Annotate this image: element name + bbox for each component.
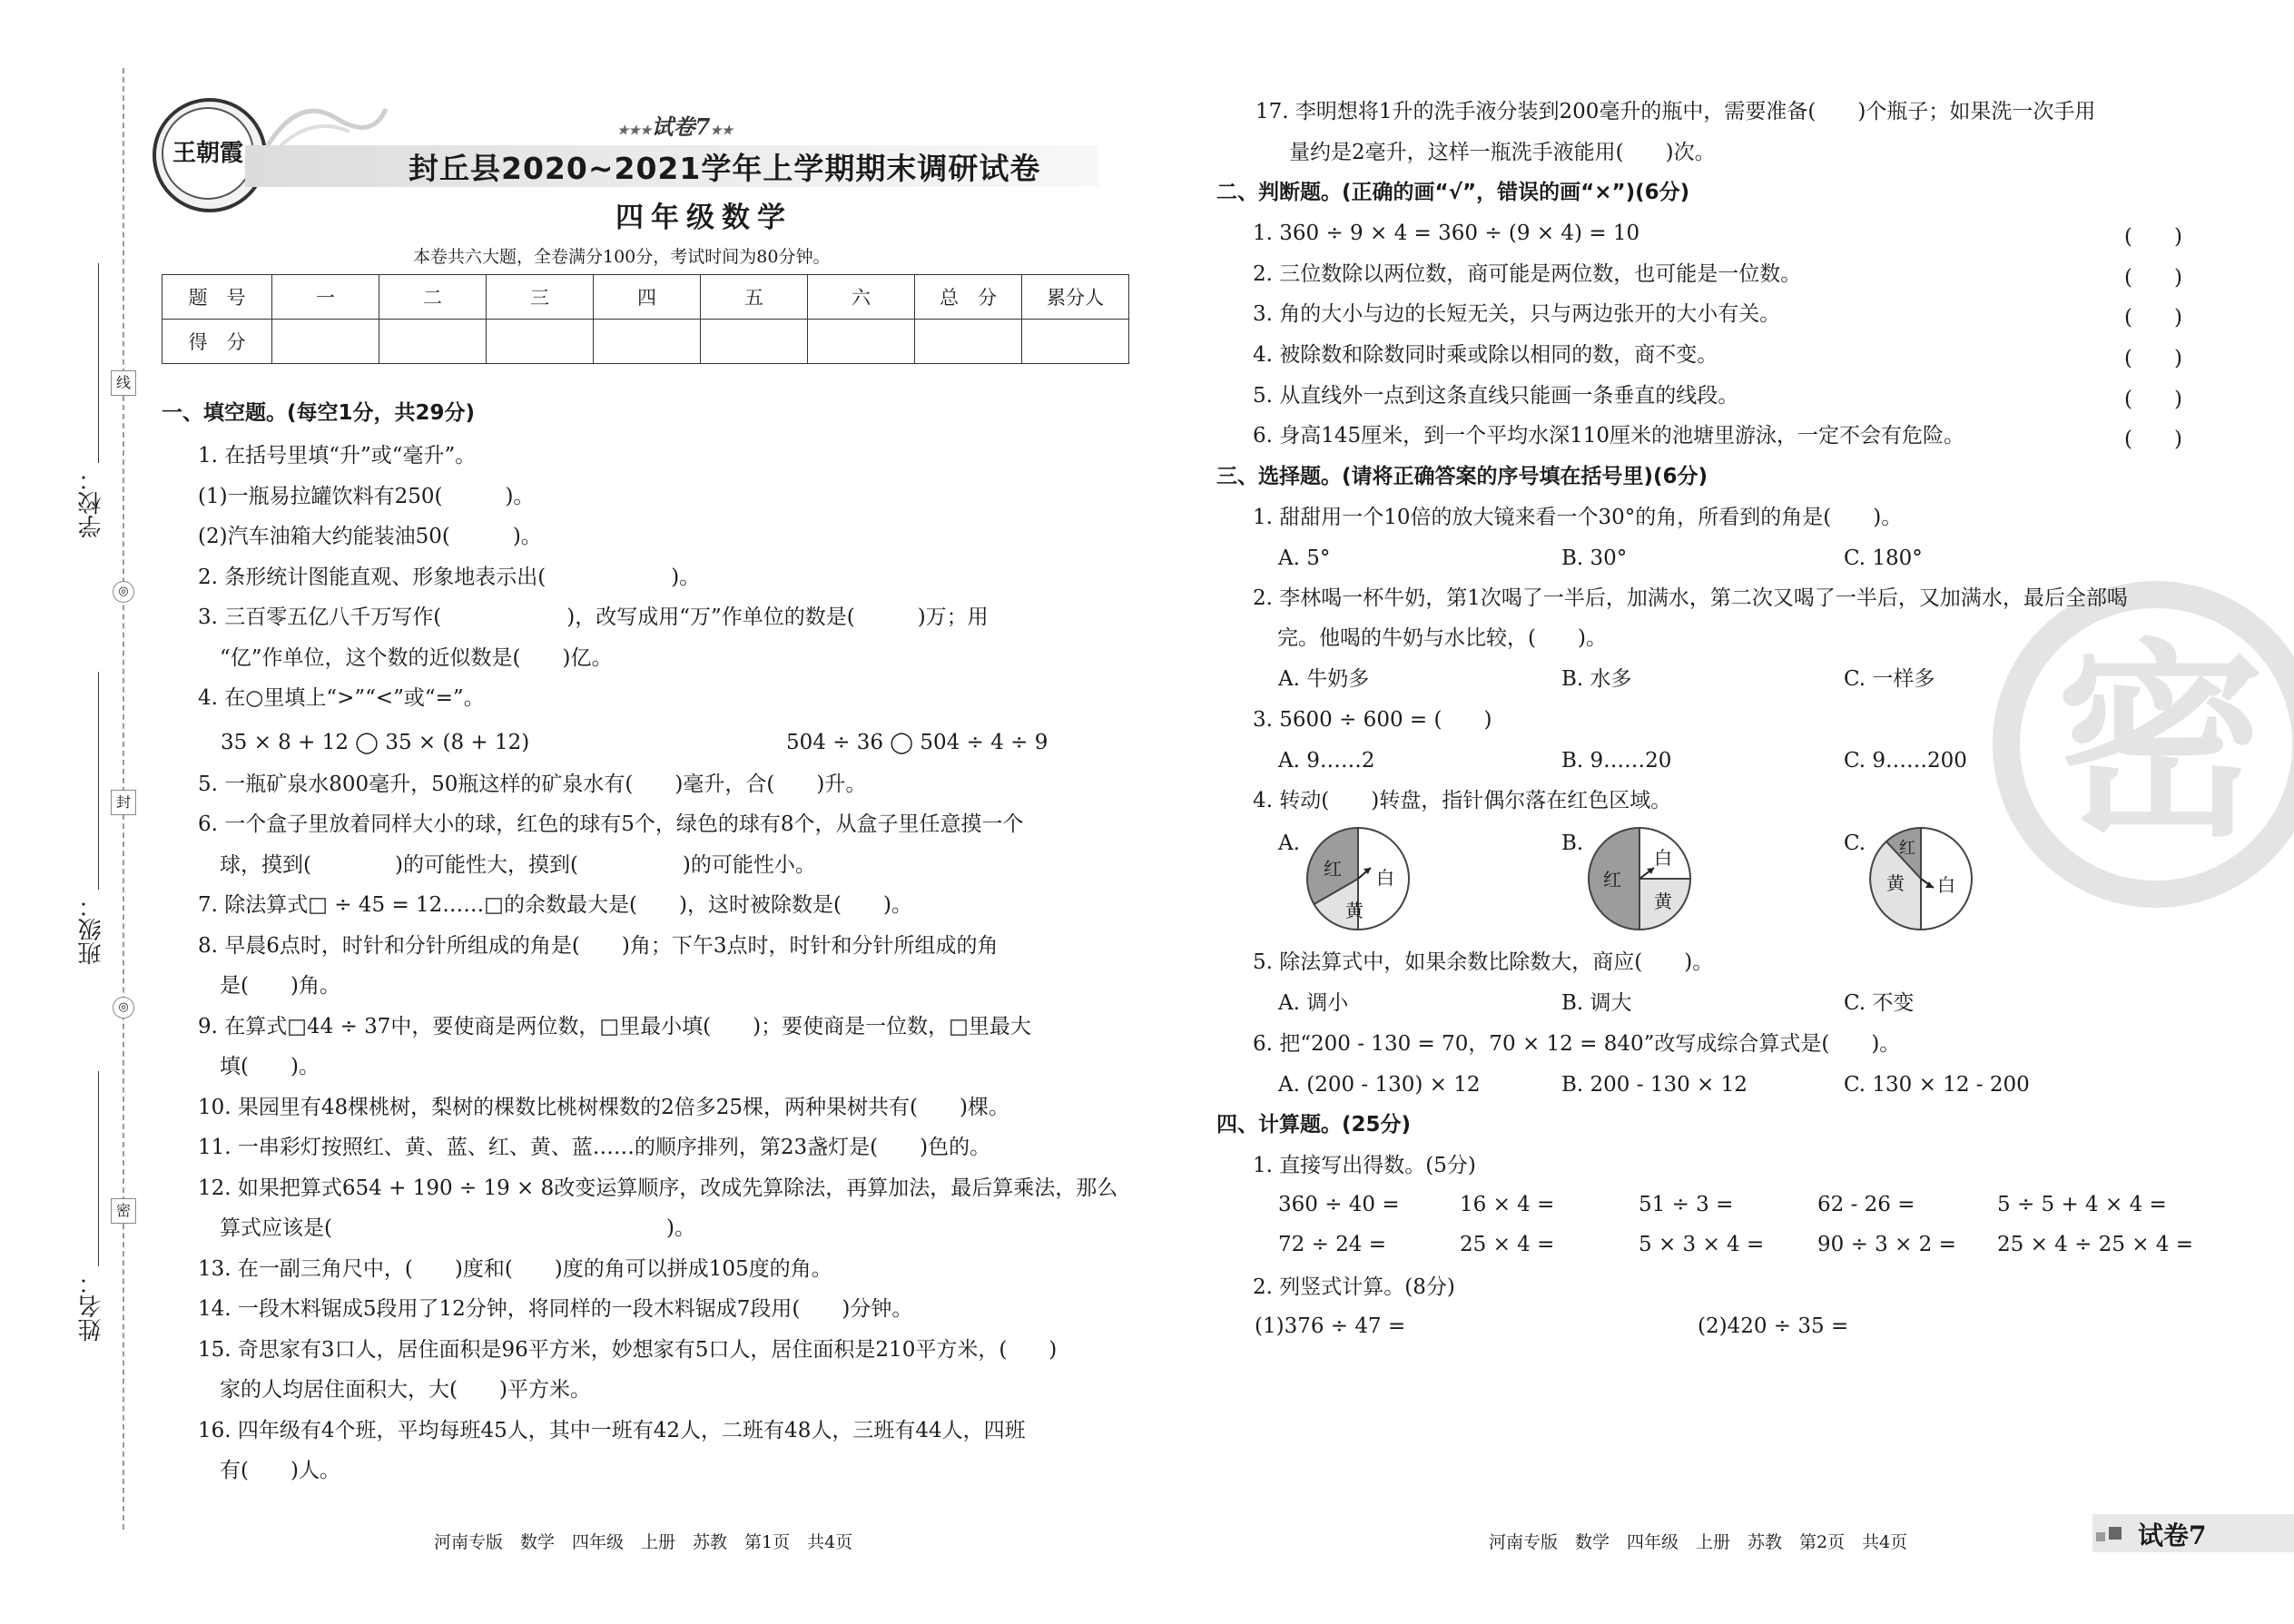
footer-exam-tag: 试卷7: [2138, 1521, 2207, 1550]
choice-option[interactable]: B. 200 - 130 × 12: [1561, 1073, 1748, 1097]
judge-question: 5. 从直线外一点到这条直线只能画一条垂直的线段。: [1253, 384, 1739, 408]
score-input-cell[interactable]: [915, 320, 1022, 364]
question-line: 7. 除法算式□ ÷ 45 = 12……□的余数最大是( )，这时被除数是( )。: [198, 893, 912, 917]
score-cell: 题 号: [162, 275, 272, 320]
spinner-label-red: 红: [1899, 839, 1915, 858]
spinner-label-red: 红: [1603, 869, 1621, 891]
question-line: 6. 一个盒子里放着同样大小的球，红色的球有5个，绿色的球有8个，从盒子里任意摸一个: [198, 812, 1024, 836]
calc-item: 5 ÷ 5 + 4 × 4 =: [1997, 1193, 2167, 1216]
choice-option[interactable]: A. (200 - 130) × 12: [1278, 1073, 1481, 1097]
choice-option[interactable]: C. 9……200: [1844, 749, 1967, 773]
question-line: 13. 在一副三角尺中，( )度和( )度的角可以拼成105度的角。: [198, 1257, 832, 1281]
judge-answer-paren[interactable]: ( ): [2124, 428, 2182, 451]
exam-instructions: 本卷共六大题，全卷满分100分，考试时间为80分钟。: [413, 247, 831, 267]
section-4-heading: 四、计算题。(25分): [1216, 1113, 1412, 1137]
score-table: [162, 274, 1129, 364]
section-1-heading: 一、填空题。(每空1分，共29分): [162, 401, 476, 425]
spinner-label-yellow: 黄: [1654, 891, 1672, 912]
score-cell: 三: [487, 275, 594, 320]
footer-left: 河南专版 数学 四年级 上册 苏教 第1页 共4页: [434, 1532, 853, 1552]
score-cell: 二: [379, 275, 487, 320]
question-line: 球，摸到( )的可能性大，摸到( )的可能性小。: [220, 853, 816, 877]
score-cell: 总 分: [915, 275, 1022, 320]
spinner-label-white: 白: [1654, 847, 1672, 869]
spinner-label-white: 白: [1376, 867, 1394, 889]
binding-hole: ◎: [113, 997, 134, 1019]
vertical-calc-item: (2)420 ÷ 35 =: [1698, 1314, 1849, 1338]
question-line: 14. 一段木料锯成5段用了12分钟，将同样的一段木料锯成7段用( )分钟。: [198, 1297, 913, 1321]
choice-option[interactable]: B.: [1561, 832, 1584, 855]
judge-answer-paren[interactable]: ( ): [2124, 388, 2182, 411]
class-label: 班级：: [78, 894, 105, 965]
calc-subheading: 1. 直接写出得数。(5分): [1253, 1154, 1476, 1177]
choice-option[interactable]: A. 9……2: [1278, 749, 1375, 773]
judge-question: 3. 角的大小与边的长短无关，只与两边张开的大小有关。: [1253, 302, 1781, 326]
choice-question: 完。他喝的牛奶与水比较，( )。: [1277, 626, 1607, 650]
choice-option[interactable]: C.: [1844, 832, 1866, 855]
choice-option[interactable]: B. 30°: [1561, 546, 1628, 570]
spinner-b: [1587, 826, 1692, 931]
question-line: 4. 在○里填上“>”“<”或“=”。: [198, 686, 485, 710]
watermark-glyph: 密: [2056, 623, 2266, 865]
calc-item: 62 - 26 =: [1817, 1193, 1915, 1216]
name-underline: [98, 1071, 99, 1266]
calc-item: 51 ÷ 3 =: [1639, 1193, 1734, 1216]
tag-square: [2096, 1532, 2105, 1541]
question-line: (1)一瓶易拉罐饮料有250( )。: [198, 485, 535, 508]
calc-item: 360 ÷ 40 =: [1278, 1193, 1400, 1216]
choice-question: 5. 除法算式中，如果余数比除数大，商应( )。: [1253, 950, 1714, 974]
question-line: 家的人均居住面积大，大( )平方米。: [220, 1378, 591, 1402]
binding-mark-seal: 封: [111, 790, 136, 815]
choice-option[interactable]: C. 180°: [1844, 546, 1923, 570]
choice-option[interactable]: A.: [1278, 832, 1300, 855]
binding-mark-secret: 密: [111, 1198, 136, 1224]
spinner-label-yellow: 黄: [1886, 872, 1905, 894]
calc-item: 16 × 4 =: [1460, 1193, 1555, 1216]
choice-option[interactable]: B. 调大: [1561, 991, 1632, 1015]
score-input-cell[interactable]: [701, 320, 808, 364]
judge-answer-paren[interactable]: ( ): [2124, 225, 2182, 249]
question-line: 算式应该是( )。: [220, 1216, 695, 1240]
question-line: 1. 在括号里填“升”或“毫升”。: [198, 444, 477, 468]
score-input-cell[interactable]: [272, 320, 379, 364]
question-line: 12. 如果把算式654 + 190 ÷ 19 × 8改变运算顺序，改成先算除法，再算加法，最后算乘法，那么: [198, 1176, 1118, 1200]
name-label: 姓名：: [78, 1271, 105, 1342]
score-input-cell[interactable]: [379, 320, 487, 364]
calc-item: 90 ÷ 3 × 2 =: [1817, 1233, 1956, 1256]
compare-expression: 35 × 8 + 12 ◯ 35 × (8 + 12): [221, 731, 530, 754]
choice-question: 2. 李林喝一杯牛奶，第1次喝了一半后，加满水，第二次又喝了一半后，又加满水，最后全部喝: [1253, 586, 2128, 610]
choice-option[interactable]: C. 130 × 12 - 200: [1844, 1073, 2030, 1097]
choice-question: 4. 转动( )转盘，指针偶尔落在红色区域。: [1253, 789, 1672, 812]
calc-item: 5 × 3 × 4 =: [1639, 1233, 1765, 1256]
score-cell: 累分人: [1022, 275, 1129, 320]
choice-question: 6. 把“200 - 130 = 70，70 × 12 = 840”改写成综合算式是( )。: [1253, 1032, 1901, 1056]
score-cell: 四: [594, 275, 701, 320]
calc-subheading: 2. 列竖式计算。(8分): [1253, 1275, 1455, 1299]
question-line: (2)汽车油箱大约能装油50( )。: [198, 525, 542, 548]
calc-item: 72 ÷ 24 =: [1278, 1233, 1387, 1256]
binding-hole: ◎: [113, 581, 134, 603]
score-cell: 得 分: [162, 320, 272, 364]
footer-tag-band: [2092, 1514, 2294, 1552]
question-line: 15. 奇思家有3口人，居住面积是96平方米，妙想家有5口人，居住面积是210平方米，( ): [198, 1338, 1058, 1362]
judge-answer-paren[interactable]: ( ): [2124, 306, 2182, 330]
subject-title: 四年级数学: [615, 202, 793, 234]
section-3-heading: 三、选择题。(请将正确答案的序号填在括号里)(6分): [1216, 465, 1708, 488]
judge-question: 6. 身高145厘米，到一个平均水深110厘米的池塘里游泳，一定不会有危险。: [1253, 424, 1965, 448]
choice-option[interactable]: A. 牛奶多: [1278, 667, 1370, 691]
spinner-label-white: 白: [1937, 874, 1955, 896]
exam-tag: ★★★试卷7★★: [617, 113, 733, 140]
tag-square: [2109, 1527, 2122, 1540]
question-line: 2. 条形统计图能直观、形象地表示出( )。: [198, 566, 701, 589]
choice-option[interactable]: B. 水多: [1561, 667, 1632, 691]
confidential-seal-watermark: [1993, 581, 2294, 908]
calc-item: 25 × 4 ÷ 25 × 4 =: [1997, 1233, 2194, 1256]
question-line: 16. 四年级有4个班，平均每班45人，其中一班有42人，二班有48人，三班有44人，四班: [198, 1419, 1026, 1442]
judge-question: 1. 360 ÷ 9 × 4 = 360 ÷ (9 × 4) = 10: [1253, 221, 1640, 245]
vertical-calc-item: (1)376 ÷ 47 =: [1255, 1314, 1406, 1338]
score-cell: 五: [701, 275, 808, 320]
choice-option[interactable]: A. 调小: [1278, 991, 1349, 1015]
score-cell: 一: [272, 275, 379, 320]
page-title: 封丘县2020~2021学年上学期期末调研试卷: [409, 151, 1041, 186]
score-cell: 六: [808, 275, 915, 320]
choice-option[interactable]: B. 9……20: [1561, 749, 1672, 773]
footer-right: 河南专版 数学 四年级 上册 苏教 第2页 共4页: [1489, 1532, 1908, 1552]
question-line: 17. 李明想将1升的洗手液分装到200毫升的瓶中，需要准备( )个瓶子；如果洗一次手用: [1255, 100, 2096, 123]
score-input-cell[interactable]: [594, 320, 701, 364]
logo-text: 王朝霞: [162, 107, 254, 200]
choice-question: 3. 5600 ÷ 600 = ( ): [1253, 708, 1492, 732]
class-underline: [98, 672, 99, 890]
spinner-label-yellow: 黄: [1345, 900, 1364, 921]
choice-option[interactable]: C. 一样多: [1844, 667, 1935, 691]
judge-question: 4. 被除数和除数同时乘或除以相同的数，商不变。: [1253, 343, 1718, 367]
question-line: 3. 三百零五亿八千万写作( )，改写成用“万”作单位的数是( )万；用: [198, 605, 989, 629]
score-input-cell[interactable]: [808, 320, 915, 364]
choice-option[interactable]: A. 5°: [1278, 546, 1331, 570]
question-line: 是( )角。: [220, 974, 340, 998]
school-label: 学校：: [78, 468, 105, 538]
school-underline: [98, 263, 99, 463]
question-line: 5. 一瓶矿泉水800毫升，50瓶这样的矿泉水有( )毫升，合( )升。: [198, 773, 867, 796]
question-line: “亿”作单位，这个数的近似数是( )亿。: [220, 646, 613, 670]
question-line: 有( )人。: [220, 1459, 340, 1482]
question-line: 填( )。: [220, 1055, 320, 1078]
judge-question: 2. 三位数除以两位数，商可能是两位数，也可能是一位数。: [1253, 262, 1802, 286]
calc-item: 25 × 4 =: [1460, 1233, 1555, 1256]
question-line: 量约是2毫升，这样一瓶洗手液能用( )次。: [1289, 141, 1716, 164]
compare-expression: 504 ÷ 36 ◯ 504 ÷ 4 ÷ 9: [786, 731, 1049, 754]
spinner-a: [1305, 826, 1411, 931]
spinner-label-red: 红: [1324, 858, 1342, 880]
score-table-header-row: [162, 275, 1129, 320]
spinner-c: [1868, 826, 1974, 931]
question-line: 11. 一串彩灯按照红、黄、蓝、红、黄、蓝……的顺序排列，第23盏灯是( )色的。: [198, 1136, 991, 1159]
judge-answer-paren[interactable]: ( ): [2124, 347, 2182, 370]
section-2-heading: 二、判断题。(正确的画“√”，错误的画“×”)(6分): [1216, 181, 1690, 204]
judge-answer-paren[interactable]: ( ): [2124, 266, 2182, 290]
binding-mark-line: 线: [111, 370, 136, 396]
score-input-cell[interactable]: [1022, 320, 1129, 364]
choice-question: 1. 甜甜用一个10倍的放大镜来看一个30°的角，所看到的角是( )。: [1253, 506, 1903, 529]
question-line: 9. 在算式□44 ÷ 37中，要使商是两位数，□里最小填( )；要使商是一位数，□里最大: [198, 1015, 1031, 1038]
score-input-cell[interactable]: [487, 320, 594, 364]
score-table-score-row: [162, 320, 1129, 364]
question-line: 8. 早晨6点时，时针和分针所组成的角是( )角；下午3点时，时针和分针所组成的角: [198, 934, 999, 958]
question-line: 10. 果园里有48棵桃树，梨树的棵数比桃树棵数的2倍多25棵，两种果树共有( )棵。: [198, 1096, 1010, 1119]
choice-option[interactable]: C. 不变: [1844, 991, 1915, 1015]
